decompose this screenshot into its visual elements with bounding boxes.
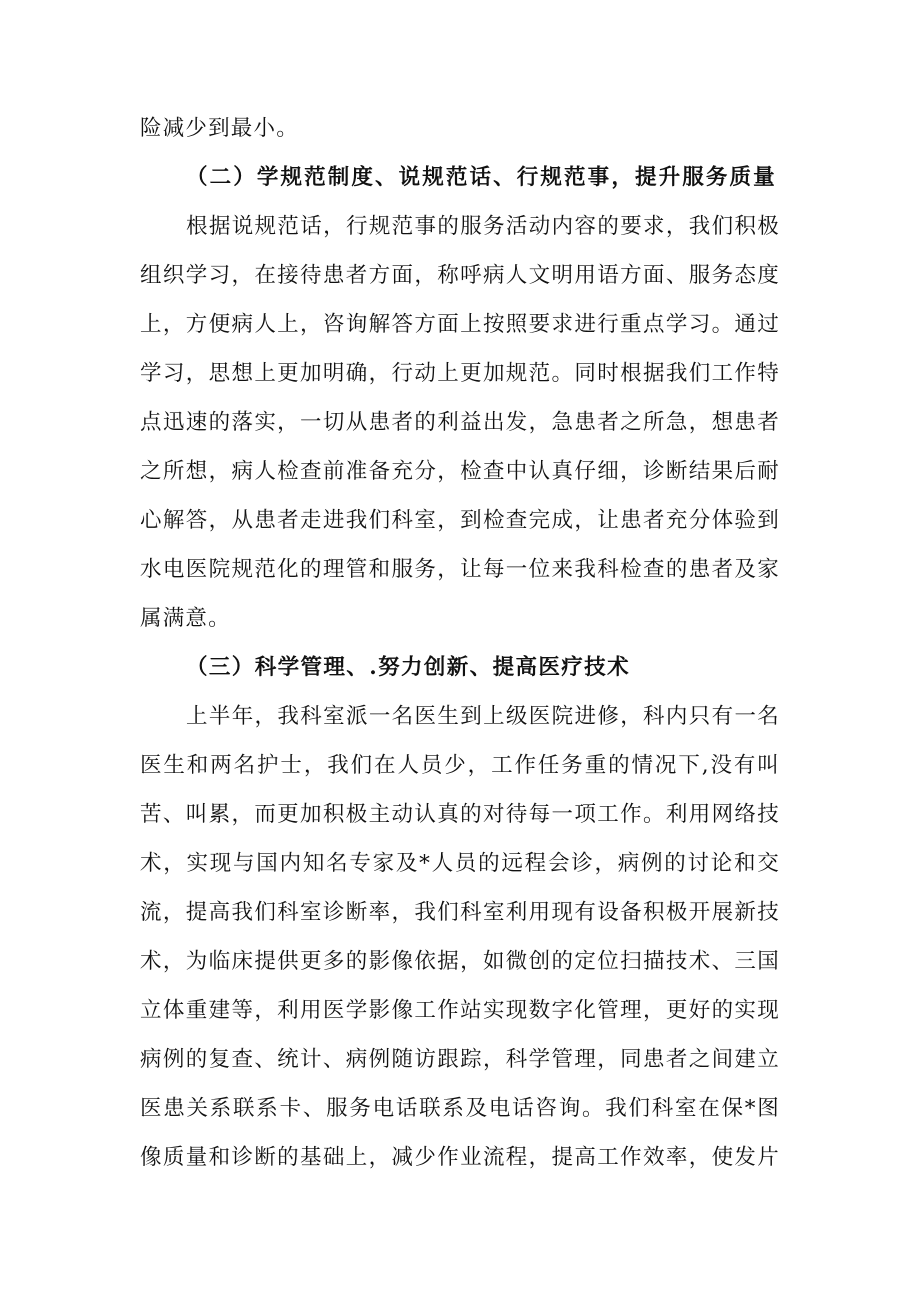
paragraph-line: 医生和两名护士，我们在人员少，工作任务重的情况下,没有叫 [140, 753, 780, 778]
section-heading-2: （二）学规范制度、说规范话、行规范事，提升服务质量 [186, 165, 776, 190]
paragraph-line: 上半年，我科室派一名医生到上级医院进修，科内只有一名 [186, 704, 780, 729]
paragraph-line: 术，实现与国内知名专家及*人员的远程会诊，病例的讨论和交 [140, 851, 780, 876]
paragraph-line: 像质量和诊断的基础上，减少作业流程，提高工作效率，使发片 [140, 1145, 780, 1170]
paragraph-line: 学习，思想上更加明确，行动上更加规范。同时根据我们工作特 [140, 361, 780, 386]
paragraph-line: 术，为临床提供更多的影像依据，如微创的定位扫描技术、三国 [140, 949, 780, 974]
section-heading-3: （三）科学管理、.努力创新、提高医疗技术 [186, 655, 630, 680]
paragraph-line: 立体重建等，利用医学影像工作站实现数字化管理，更好的实现 [140, 998, 780, 1023]
paragraph-line: 之所想，病人检查前准备充分，检查中认真仔细，诊断结果后耐 [140, 459, 780, 484]
paragraph-line: 组织学习，在接待患者方面，称呼病人文明用语方面、服务态度 [140, 263, 780, 288]
paragraph-line: 流，提高我们科室诊断率，我们科室利用现有设备积极开展新技 [140, 900, 780, 925]
paragraph-line: 苦、叫累，而更加积极主动认真的对待每一项工作。利用网络技 [140, 802, 780, 827]
paragraph-line: 点迅速的落实，一切从患者的利益出发，急患者之所急，想患者 [140, 410, 780, 435]
paragraph-line: 根据说规范话，行规范事的服务活动内容的要求，我们积极 [186, 214, 780, 239]
paragraph-line: 上，方便病人上，咨询解答方面上按照要求进行重点学习。通过 [140, 312, 780, 337]
paragraph-line: 水电医院规范化的理管和服务，让每一位来我科检查的患者及家 [140, 557, 780, 582]
paragraph-line: 病例的复查、统计、病例随访跟踪，科学管理，同患者之间建立 [140, 1047, 780, 1072]
paragraph-line: 心解答，从患者走进我们科室，到检查完成，让患者充分体验到 [140, 508, 780, 533]
paragraph-line: 属满意。 [140, 606, 231, 631]
paragraph-line: 险减少到最小。 [140, 116, 299, 141]
paragraph-line: 医患关系联系卡、服务电话联系及电话咨询。我们科室在保*图 [140, 1096, 780, 1121]
